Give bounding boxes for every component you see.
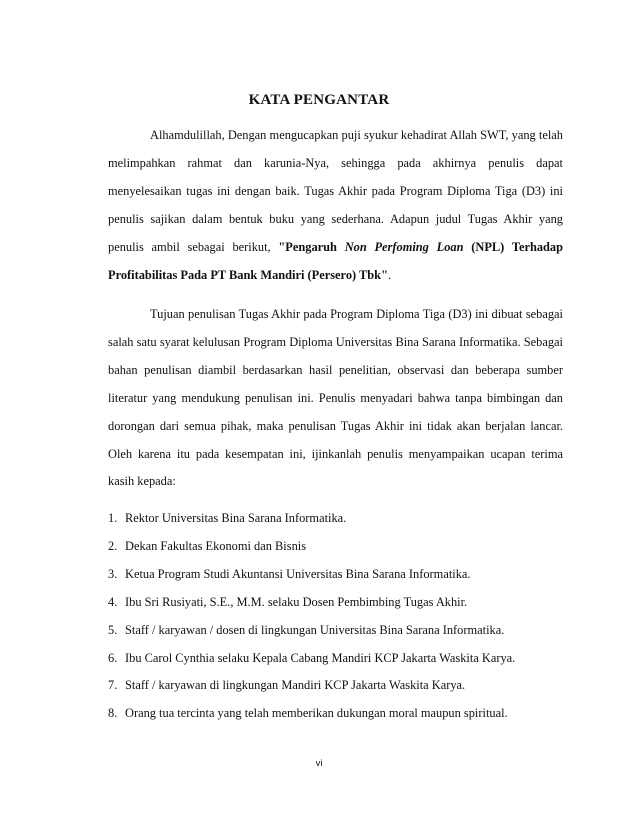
intro-paragraph	[108, 122, 563, 289]
list-item-text: Staff / karyawan di lingkungan Mandiri KCP Jakarta Waskita Karya.	[125, 678, 466, 693]
list-item-text: Staff / karyawan / dosen di lingkungan Universitas Bina Sarana Informatika.	[125, 622, 505, 637]
thesis-title-quote-open: "Pengaruh	[278, 239, 345, 254]
list-item-text: Orang tua tercinta yang telah memberikan dukungan moral maupun spiritual.	[125, 706, 508, 721]
list-item	[108, 589, 563, 617]
list-item-number: 2.	[108, 538, 118, 553]
list-item-text: Dekan Fakultas Ekonomi dan Bisnis	[125, 538, 307, 553]
purpose-paragraph: Tujuan penulisan Tugas Akhir pada Program Diploma Tiga (D3) ini dibuat sebagai salah satu syarat kelulusan Program Diploma Universitas Bina Sarana Informatika. Sebagai bahan penulisan diambil berdasarkan hasil penelitian, observasi dan beberapa sumber literatur yang mendukung penulisan ini. Penulis menyadari bahwa tanpa bimbingan dan dorongan dari semua pihak, maka penulisan Tugas Akhir ini tidak akan berjalan lancar. Oleh karena itu pada kesempatan ini, ijinkanlah penulis menyampaikan ucapan terima kasih kepada:	[108, 307, 563, 489]
list-item-text: Rektor Universitas Bina Sarana Informatika.	[125, 511, 347, 525]
list-item-number: 8.	[108, 706, 118, 721]
acknowledgement-list	[108, 505, 563, 728]
list-item-text: Ibu Carol Cynthia selaku Kepala Cabang Mandiri KCP Jakarta Waskita Karya.	[125, 650, 516, 665]
list-item	[108, 561, 563, 589]
list-item-number: 7.	[108, 678, 118, 693]
list-item-number: 1.	[108, 511, 118, 525]
list-item-number: 6.	[108, 650, 118, 665]
thesis-title-italic-term: Non Perfoming Loan	[344, 239, 464, 254]
list-item	[108, 505, 563, 533]
list-item-number: 3.	[108, 566, 118, 581]
list-item	[108, 700, 563, 728]
page-title: KATA PENGANTAR	[248, 92, 390, 108]
list-item	[108, 672, 563, 700]
intro-text: Alhamdulillah, Dengan mengucapkan puji syukur kehadirat Allah SWT, yang telah melimpahkan rahmat dan karunia-Nya, sehingga pada akhirnya penulis dapat menyelesaikan tugas ini dengan baik. Tugas Akhir pada Program Diploma Tiga (D3) ini penulis sajikan dalam bentuk buku yang sederhana. Adapun judul Tugas Akhir yang penulis ambil sebagai berikut,	[108, 128, 563, 254]
list-item-number: 5.	[108, 622, 118, 637]
intro-text-end: .	[387, 267, 392, 282]
list-item	[108, 617, 563, 645]
list-item-number: 4.	[108, 594, 118, 609]
list-item	[108, 645, 563, 673]
page-number: vi	[315, 758, 323, 769]
thesis-title-rest: (NPL) Terhadap Profitabilitas Pada PT Bank Mandiri (Persero) Tbk"	[108, 239, 564, 282]
list-item-text: Ibu Sri Rusiyati, S.E., M.M. selaku Dosen Pembimbing Tugas Akhir.	[125, 594, 468, 609]
list-item	[108, 533, 563, 561]
list-item-text: Ketua Program Studi Akuntansi Universitas Bina Sarana Informatika.	[125, 566, 471, 581]
